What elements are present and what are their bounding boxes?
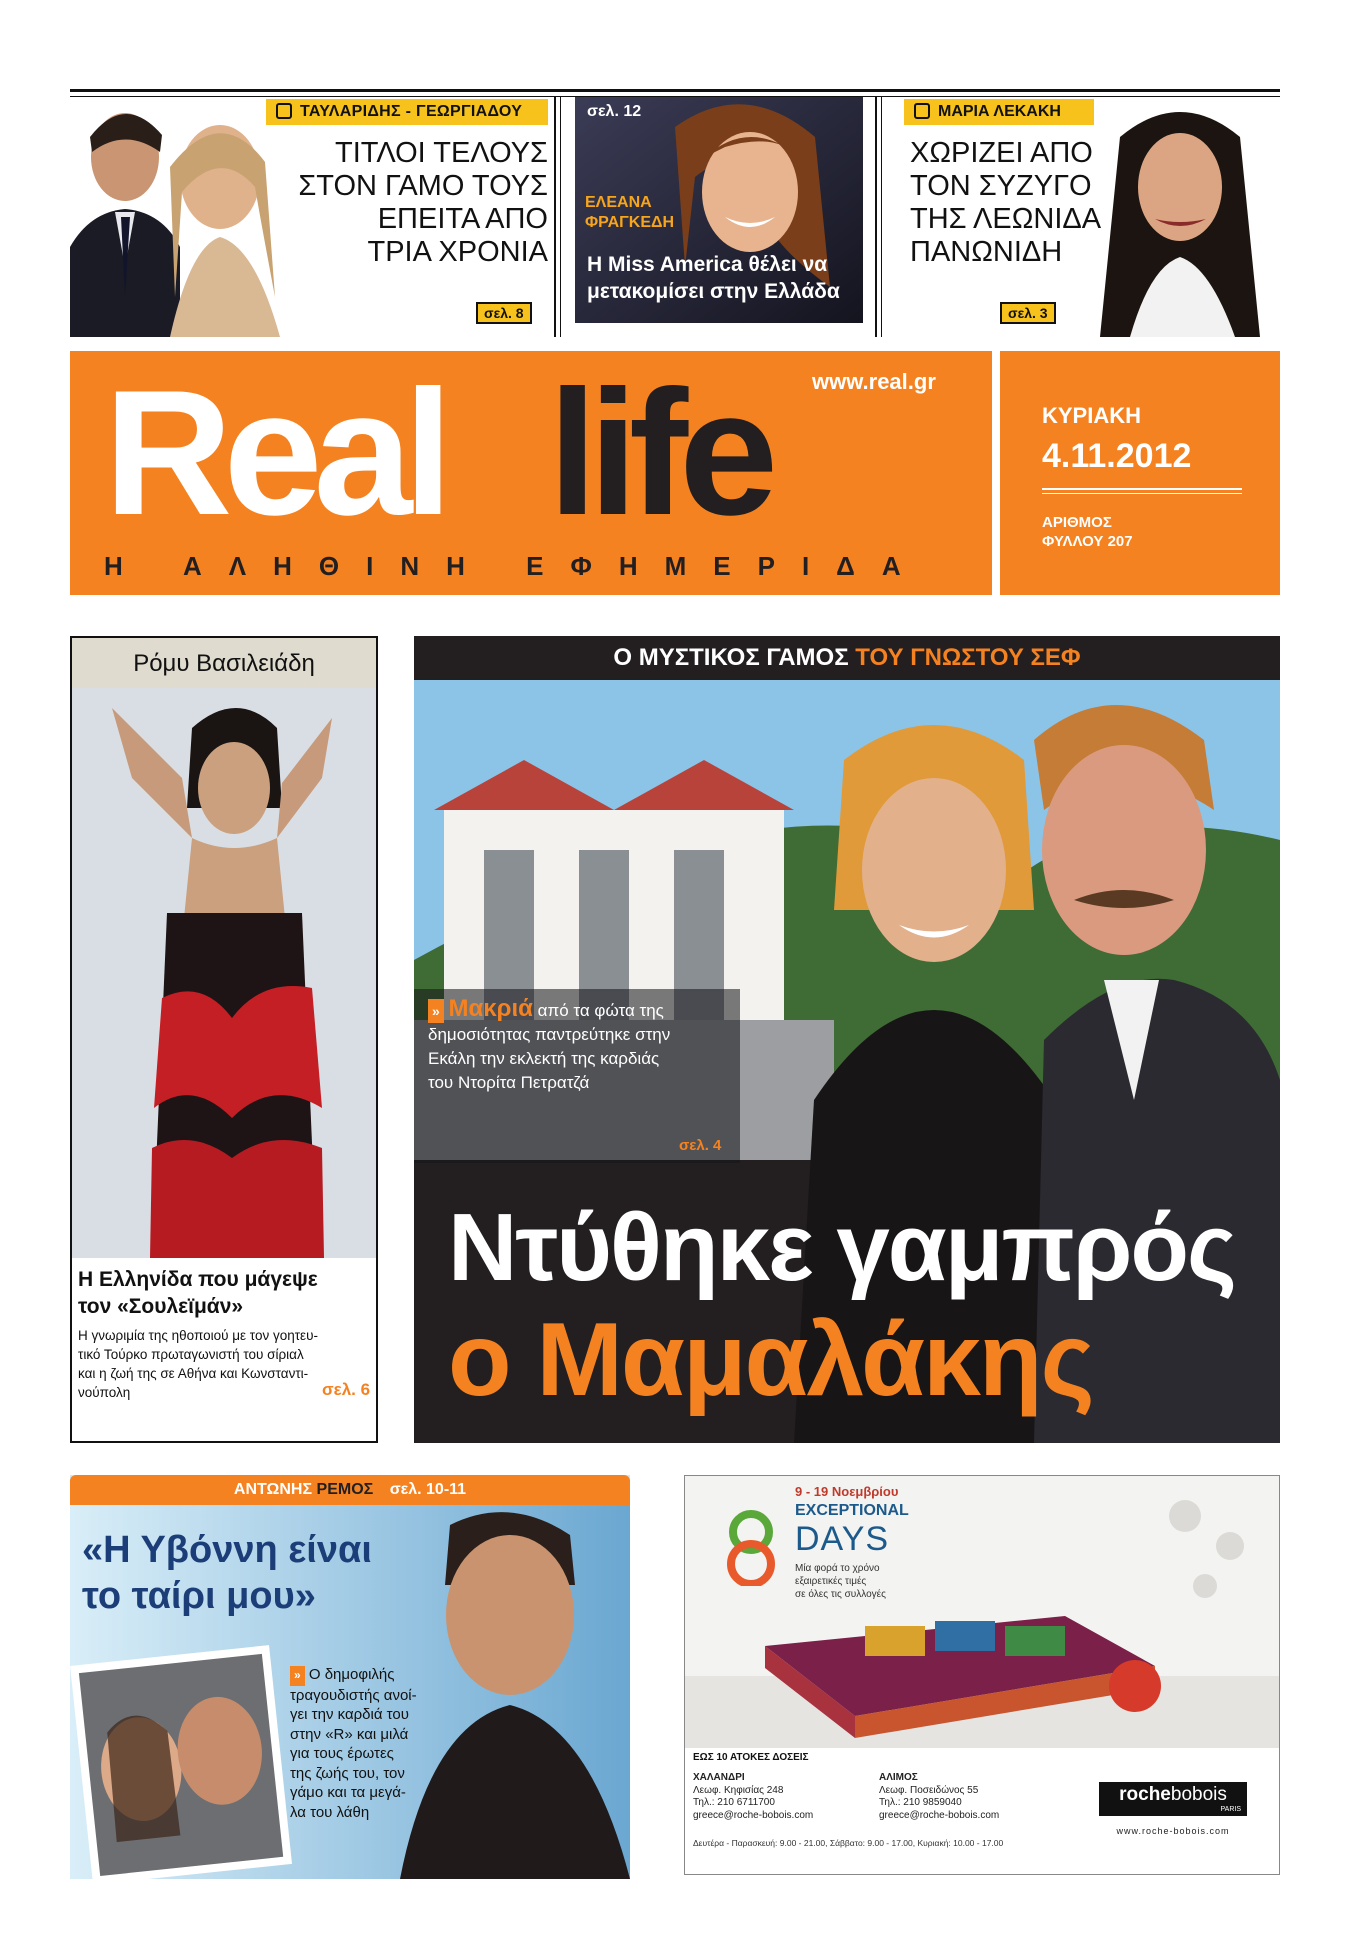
arrow-icon bbox=[276, 103, 292, 119]
arrow-icon bbox=[914, 103, 930, 119]
ad-badge-number bbox=[721, 1530, 722, 1531]
story-romy[interactable] bbox=[70, 636, 378, 1443]
arrow-icon: » bbox=[428, 999, 444, 1023]
story-tag: ΑΝΤΩΝΗΣ ΡΕΜΟΣ σελ. 10-11 bbox=[70, 1475, 630, 1505]
teaser-headline: ΧΩΡΙΖΕΙ ΑΠΟ ΤΟΝ ΣΥΖΥΓΟ ΤΗΣ ΛΕΩΝΙΔΑ ΠΑΝΩΝΙΔΗ bbox=[910, 137, 1102, 268]
teaser-name: ΕΛΕΑΝΑ ΦΡΑΓΚΕΔΗ bbox=[585, 194, 675, 231]
page-reference: σελ. 8 bbox=[476, 302, 532, 324]
brand-real: Real bbox=[104, 353, 444, 552]
story-body: » Ο δημοφιλής τραγουδιστής ανοί- γει την καρδιά του στην «R» και μιλά για τους έρωτες της ζωής του, τον γάμο και τα μεγά- λα του λάθη bbox=[290, 1666, 417, 1821]
teaser-photo bbox=[70, 97, 290, 337]
page-reference: σελ. 3 bbox=[1000, 302, 1056, 324]
page-reference: σελ. 12 bbox=[587, 103, 642, 120]
issue-date: 4.11.2012 bbox=[1042, 437, 1192, 475]
ad-installments: ΕΩΣ 10 ΑΤΟΚΕΣ ΔΟΣΕΙΣ bbox=[693, 1752, 809, 1763]
story-photo bbox=[72, 688, 376, 1258]
teaser-lekaki[interactable] bbox=[890, 97, 1280, 337]
ad-hours: Δευτέρα - Παρασκευή: 9.00 - 21.00, Σάββατο: 9.00 - 17.00, Κυριακή: 10.00 - 17.00 bbox=[693, 1838, 1004, 1848]
divider bbox=[1042, 493, 1242, 494]
brand-life: life bbox=[548, 353, 770, 552]
ad-subtitle: Μία φορά το χρόνο εξαιρετικές τιμές σε όλες τις συλλογές bbox=[795, 1563, 886, 1600]
story-headline-name: ο Μαμαλάκης bbox=[448, 1302, 1093, 1418]
issue-box bbox=[1000, 351, 1280, 595]
ad-event-days: DAYS bbox=[795, 1520, 890, 1558]
issue-number: ΑΡΙΘΜΟΣ ΦΥΛΛΟΥ 207 bbox=[1042, 514, 1133, 550]
divider bbox=[1042, 488, 1242, 490]
story-label: Ρόμυ Βασιλειάδη bbox=[133, 650, 315, 677]
story-body: Η γνωριμία της ηθοποιού με τον γοητευ- τικό Τούρκο πρωταγωνιστή του σίριαλ και η ζωή της σε Αθήνα και Κωνσταντι- νούπολη bbox=[78, 1328, 318, 1400]
advertisement-roche-bobois[interactable] bbox=[684, 1475, 1280, 1875]
masthead-tagline: Η ΑΛΗΘΙΝΗ ΕΦΗΜΕΡΙΔΑ bbox=[104, 551, 928, 581]
page-reference: σελ. 4 bbox=[679, 1137, 722, 1154]
story-kicker: Ο ΜΥΣΤΙΚΟΣ ΓΑΜΟΣ ΤΟΥ ΓΝΩΣΤΟΥ ΣΕΦ bbox=[613, 644, 1081, 671]
ad-event: EXCEPTIONAL bbox=[795, 1502, 909, 1519]
column-divider bbox=[875, 97, 877, 337]
teaser-tavlaridis[interactable] bbox=[70, 97, 548, 337]
story-caption: » Μακριά από τα φώτα της δημοσιότητας παντρεύτηκε στην Εκάλη την εκλεκτή της καρδιάς του Ντορίτα Πετρατζά σελ. 4 bbox=[414, 989, 740, 1163]
teaser-headline: Η Miss America θέλει να μετακομίσει στην Ελλάδα bbox=[587, 253, 840, 303]
ad-site[interactable]: www.roche-bobois.com bbox=[1116, 1826, 1230, 1836]
story-headline: «Η Υβόννη είναι το ταίρι μου» bbox=[82, 1529, 372, 1617]
ad-dates: 9 - 19 Νοεμβρίου bbox=[795, 1484, 899, 1499]
ad-store-alimos: ΑΛΙΜΟΣ Λεωφ. Ποσειδώνος 55 Τηλ.: 210 9859040 greece@roche-bobois.com bbox=[879, 1772, 1000, 1821]
teaser-tag bbox=[904, 99, 1094, 125]
top-rule bbox=[70, 89, 1280, 92]
story-headline: Η Ελληνίδα που μάγεψε τον «Σουλεϊμάν» bbox=[78, 1268, 318, 1318]
teaser-tag bbox=[266, 99, 548, 125]
column-divider bbox=[554, 97, 556, 337]
teaser-headline: ΤΙΤΛΟΙ ΤΕΛΟΥΣ ΣΤΟΝ ΓΑΜΟ ΤΟΥΣ ΕΠΕΙΤΑ ΑΠΟ ΤΡΙΑ ΧΡΟΝΙΑ bbox=[298, 137, 548, 268]
site-url[interactable]: www.real.gr bbox=[812, 369, 936, 394]
ad-logo: rochebobois PARIS bbox=[1099, 1782, 1247, 1816]
ad-store-halandri: ΧΑΛΑΝΔΡΙ Λεωφ. Κηφισίας 248 Τηλ.: 210 6711700 greece@roche-bobois.com bbox=[693, 1772, 814, 1821]
teaser-tag-label: ΜΑΡΙΑ ΛΕΚΑΚΗ bbox=[938, 103, 1061, 120]
ad-badge bbox=[711, 1506, 791, 1586]
story-headline: Ντύθηκε γαμπρός bbox=[448, 1194, 1235, 1301]
teaser-miss-america[interactable] bbox=[575, 97, 863, 323]
teaser-tag-label: ΤΑΥΛΑΡΙΔΗΣ - ΓΕΩΡΓΙΑΔΟΥ bbox=[300, 103, 523, 120]
arrow-icon: » bbox=[290, 1666, 305, 1686]
page-reference: σελ. 6 bbox=[322, 1380, 371, 1399]
column-divider bbox=[560, 97, 561, 337]
masthead bbox=[70, 351, 992, 595]
column-divider bbox=[881, 97, 882, 337]
story-mamalakis[interactable] bbox=[414, 636, 1280, 1443]
issue-day: ΚΥΡΙΑΚΗ bbox=[1042, 403, 1142, 428]
story-remos[interactable] bbox=[70, 1475, 630, 1879]
story-label-box bbox=[72, 638, 376, 688]
